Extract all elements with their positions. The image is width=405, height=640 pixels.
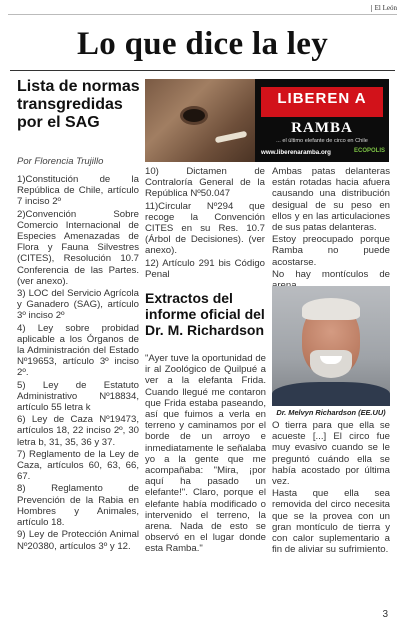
- banner-headline: LIBEREN A: [277, 90, 367, 107]
- right-column-bottom: [272, 420, 390, 556]
- richardson-portrait: [272, 286, 390, 406]
- extract-heading: Extractos del informe oficial del Dr. M. Richardson: [145, 290, 265, 338]
- right-paragraph: Estoy preocupado porque Ramba no puede acostarse.: [272, 234, 390, 268]
- right-paragraph: No hay montículos de: [272, 268, 390, 280]
- norm-item: 8) Reglamento de Prevención de la Rabia en Hombres y Animales, artículo 18.: [17, 483, 139, 529]
- lista-heading: Lista de normas transgredidas por el SAG: [17, 78, 140, 131]
- norm-item: 12) Artículo 291 bis Código Penal: [145, 257, 265, 280]
- page-number: 3: [382, 609, 388, 620]
- norm-item: 7) Reglamento de la Ley de Caza, artículos 60, 63, 66, 67.: [17, 448, 139, 483]
- norm-item: 4) Ley sobre probidad aplicable a los Órganos de la Administración del Estado Nº19653, artículo 3º inciso 2º.: [17, 322, 139, 379]
- portrait-shirt: [272, 382, 390, 406]
- norms-list-column: [17, 174, 139, 553]
- banner-subtitle: ... el último elefante de circo en Chile: [276, 138, 368, 144]
- norm-item: 10) Dictamen de Contraloría General de la República Nº50.047: [145, 166, 265, 200]
- page-title: Lo que dice la ley: [76, 26, 329, 62]
- elephant-eye-icon: [183, 109, 205, 122]
- norm-item: 11)Circular Nº294 que recoge la Convención CITES en su Res. 10.7 (Árbol de Decisiones). (ver anexo).: [145, 200, 265, 257]
- norm-item: 9) Ley de Protección Animal Nº20380, artículos 3º y 12.: [17, 529, 139, 552]
- top-rule: [8, 14, 397, 15]
- norm-item: 3) LOC del Servicio Agrícola y Ganadero (SAG), artículo 3º inciso 2º: [17, 288, 139, 322]
- extract-text: "Ayer tuve la oportunidad de ir al Zoológico de Quilpué a ver a la elefanta Frida. Cuando llegué me contaron que Frida estaba paseando, así que fuimos a verla en terreno y caminamos por el borde de un arroyo e inmediatamente le señalaba yo a la gente que me acompañaba: "Mira, ¡por aquí ha pasado un elefante!". Claro, porque el elefante había modificado o intervenido el terreno, la arena. Nada de esto se observó en el lugar donde esta Ramba.": [145, 353, 266, 555]
- byline: Por Florencia Trujillo: [17, 156, 104, 167]
- title-rule: [10, 70, 395, 71]
- portrait-caption: Dr. Melvyn Richardson (EE.UU): [276, 408, 386, 417]
- norms-list-continued: [145, 166, 265, 281]
- right-paragraph: O tierra para que ella se acueste [...] El circo fue muy evasivo cuando se le preguntó cuándo ella se había acostado por última vez.: [272, 420, 390, 488]
- liberen-ramba-banner: [145, 79, 389, 162]
- norm-item: 5) Ley de Estatuto Administrativo Nº18834, artículo 55 letra k: [17, 379, 139, 414]
- norm-item: 1)Constitución de la República de Chile, artículo 7 inciso 2º: [17, 174, 139, 208]
- banner-name: RAMBA: [291, 120, 353, 136]
- portrait-beard: [310, 350, 352, 378]
- right-paragraph: Ambas patas delanteras están rotadas hacia afuera causando una distribución desigual de su peso en ellos y en las articulaciones de sus patas delanteras.: [272, 166, 390, 234]
- norm-item: 2)Convención Sobre Comercio Internacional de Especies Amenazadas de Flora y Fauna Silvestres (CITES), Resolución 10.7 Conferencia de las Partes. (ver anexo).: [17, 208, 139, 287]
- publication-name: El León: [374, 4, 397, 12]
- extract-column: [145, 353, 266, 556]
- publication-tag: [371, 4, 397, 12]
- portrait-hair: [302, 298, 360, 320]
- ecopolis-logo: ECOPOLIS: [353, 148, 385, 154]
- norm-item: 6) Ley de Caza Nº19473, artículos 18, 22 inciso 2º, 30 letra b, 31, 35, 36 y 37.: [17, 414, 139, 448]
- banner-url: www.liberenaramba.org: [261, 149, 331, 156]
- right-column-top: [272, 166, 390, 292]
- right-paragraph: Hasta que ella sea removida del circo necesita que se la provea con un gran montículo de tierra y con calor suplementario a fin de aliviar su sufrimiento.: [272, 488, 390, 556]
